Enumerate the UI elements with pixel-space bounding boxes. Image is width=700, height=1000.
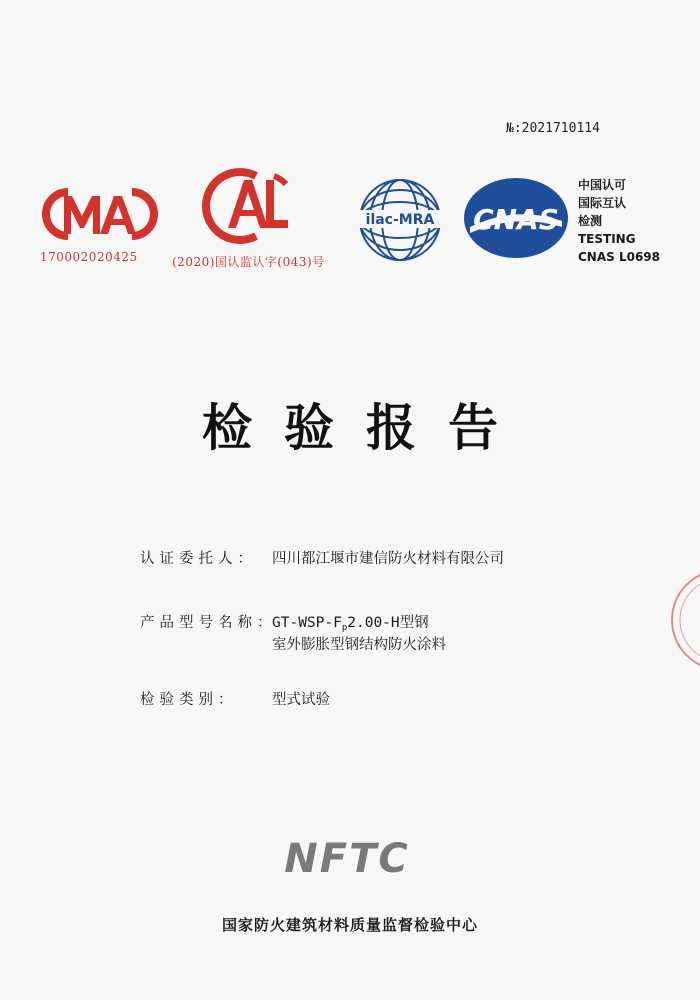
cma-logo [40, 178, 160, 268]
inspection-type-label: 检验类别： [140, 692, 238, 708]
product-model-subscript: p [341, 623, 348, 633]
cnas-caption-line: CNAS L0698 [578, 250, 661, 264]
client-label: 认证委托人： [140, 551, 257, 567]
cnas-label: CNAS [473, 203, 559, 236]
product-name: 室外膨胀型钢结构防火涂料 [272, 637, 446, 653]
cma-code: 170002020425 [40, 250, 138, 264]
organization-name: 国家防火建筑材料质量监督检验中心 [221, 916, 478, 934]
cnas-caption-line: TESTING [578, 232, 636, 246]
partial-seal-stamp [652, 565, 700, 675]
cal-mark-icon [194, 166, 304, 246]
product-model [272, 611, 429, 633]
inspection-type-value: 型式试验 [272, 692, 330, 708]
cal-logo [172, 166, 325, 276]
cal-code: (2020)国认监认字(043)号 [172, 255, 325, 269]
report-title: 检验报告 [202, 399, 530, 457]
nftc-logo: NFTC [284, 836, 410, 882]
cma-mark-icon [40, 178, 160, 248]
product-model-suffix: 2.00-H型钢 [347, 615, 429, 631]
ilac-mra-label: ilac-MRA [365, 212, 435, 228]
ilac-globe-icon [350, 175, 450, 265]
cnas-caption-line: 检测 [578, 214, 603, 228]
cnas-mark-icon [460, 175, 572, 261]
cnas-logo [460, 175, 572, 261]
cnas-caption [578, 176, 688, 266]
product-label: 产品型号名称： [140, 615, 277, 631]
client-value: 四川都江堰市建信防火材料有限公司 [272, 551, 504, 567]
product-model-prefix: GT-WSP-F [272, 615, 342, 631]
ilac-mra-logo [350, 175, 450, 265]
cnas-caption-line: 国际互认 [578, 196, 627, 210]
report-number: №:2021710114 [506, 121, 600, 136]
cnas-caption-line: 中国认可 [578, 178, 627, 192]
seal-icon [652, 565, 700, 675]
